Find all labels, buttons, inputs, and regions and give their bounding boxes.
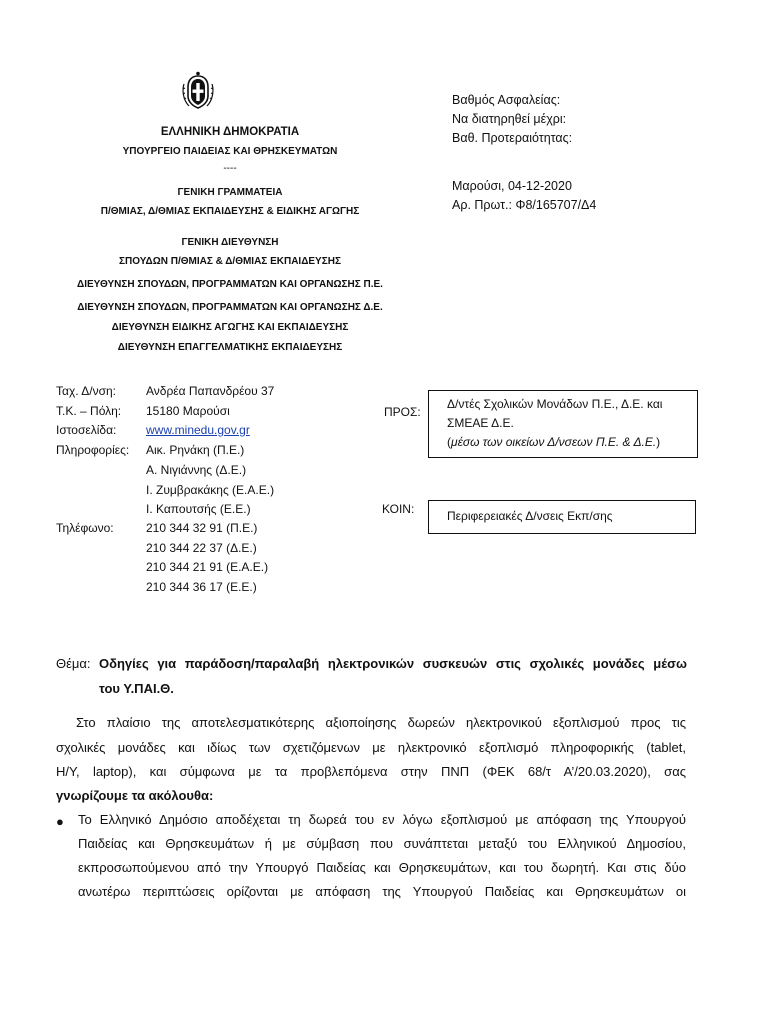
bullet-line: εκπροσωπούμενου από την Υπουργό Παιδείας και Θρησκευμάτων, και του δωρητή. Και στις δύο (78, 860, 686, 875)
info-person: Α. Νιγιάννης (Δ.Ε.) (146, 463, 247, 477)
security-level: Βαθμός Ασφαλείας: (452, 93, 561, 107)
address-value: Ανδρέα Παπανδρέου 37 (146, 384, 275, 398)
bullet-line: Παιδείας και Θρησκευμάτων ή με σύμβαση που συνάπτεται μεταξύ του Ελληνικού Δημοσίου, (78, 836, 686, 851)
body-line: σχολικές μονάδες και ιδίως των σχετιζόμενων με ηλεκτρονικό εξοπλισμό πληροφορικής (tablet, (56, 740, 686, 755)
postal-label: Τ.Κ. – Πόλη: (56, 404, 122, 418)
to-line: (μέσω των οικείων Δ/νσεων Π.Ε. & Δ.Ε.) (447, 435, 661, 449)
cc-line: Περιφερειακές Δ/νσεις Εκπ/σης (447, 509, 613, 523)
bullet-icon: ● (56, 814, 64, 829)
to-line: ΣΜΕΑΕ Δ.Ε. (447, 416, 514, 430)
info-person: Αικ. Ρηνάκη (Π.Ε.) (146, 443, 245, 457)
cc-label: ΚΟΙΝ: (382, 502, 415, 516)
directorate-line: ΔΙΕΥΘΥΝΣΗ ΕΠΑΓΓΕΛΜΑΤΙΚΗΣ ΕΚΠΑΙΔΕΥΣΗΣ (117, 342, 343, 353)
body-line: Η/Υ, laptop), και σύμφωνα με τα προβλεπόμενα στην ΠΝΠ (ΦΕΚ 68/τ Α’/20.03.2020), σας (56, 764, 686, 779)
header-separator: ---- (223, 163, 237, 174)
to-line: Δ/ντές Σχολικών Μονάδων Π.Ε., Δ.Ε. και (447, 397, 663, 411)
priority-level: Βαθ. Προτεραιότητας: (452, 131, 573, 145)
subject-line: Οδηγίες για παράδοση/παραλαβή ηλεκτρονικών συσκευών στις σχολικές μονάδες μέσω (99, 656, 687, 671)
postal-value: 15180 Μαρούσι (146, 404, 230, 418)
info-person: Ι. Ζυμβρακάκης (Ε.Α.Ε.) (146, 483, 275, 497)
general-secretariat-scope: Π/ΘΜΙΑΣ, Δ/ΘΜΙΑΣ ΕΚΠΑΙΔΕΥΣΗΣ & ΕΙΔΙΚΗΣ ΑΓΩΓΗΣ (100, 206, 360, 217)
to-label: ΠΡΟΣ: (384, 405, 421, 419)
protocol-number: Αρ. Πρωτ.: Φ8/165707/Δ4 (452, 198, 597, 212)
bullet-line: Το Ελληνικό Δημόσιο αποδέχεται τη δωρεά του εν λόγω εξοπλισμού με απόφαση της Υπουργού (78, 812, 686, 827)
phone-number: 210 344 21 91 (Ε.Α.Ε.) (146, 560, 269, 574)
body-line: γνωρίζουμε τα ακόλουθα: (56, 788, 214, 803)
ministry-name: ΥΠΟΥΡΓΕΙΟ ΠΑΙΔΕΙΑΣ ΚΑΙ ΘΡΗΣΚΕΥΜΑΤΩΝ (122, 146, 338, 157)
directorate-line: ΔΙΕΥΘΥΝΣΗ ΣΠΟΥΔΩΝ, ΠΡΟΓΡΑΜΜΑΤΩΝ ΚΑΙ ΟΡΓΑΝΩΣΗΣ Δ.Ε. (77, 302, 383, 313)
phone-number: 210 344 36 17 (Ε.Ε.) (146, 580, 257, 594)
to-recipients-box (428, 390, 698, 458)
body-line: Στο πλαίσιο της αποτελεσματικότερης αξιοποίησης δωρεών ηλεκτρονικού εξοπλισμού προς τις (76, 715, 686, 730)
general-directorate: ΓΕΝΙΚΗ ΔΙΕΥΘΥΝΣΗ (181, 237, 279, 248)
bullet-line: ανωτέρω περιπτώσεις ορίζονται με απόφαση της Υπουργού Παιδείας και Θρησκευμάτων οι (78, 884, 686, 899)
info-label: Πληροφορίες: (56, 443, 130, 457)
general-directorate-scope: ΣΠΟΥΔΩΝ Π/ΘΜΙΑΣ & Δ/ΘΜΙΑΣ ΕΚΠΑΙΔΕΥΣΗΣ (119, 256, 341, 267)
retain-until: Να διατηρηθεί μέχρι: (452, 112, 567, 126)
website-link[interactable]: www.minedu.gov.gr (146, 423, 250, 437)
website-label: Ιστοσελίδα: (56, 423, 117, 437)
address-label: Ταχ. Δ/νση: (56, 384, 117, 398)
phone-label: Τηλέφωνο: (56, 521, 114, 535)
phone-number: 210 344 32 91 (Π.Ε.) (146, 521, 258, 535)
letterhead (36, 0, 424, 360)
republic-title: ΕΛΛΗΝΙΚΗ ΔΗΜΟΚΡΑΤΙΑ (160, 126, 300, 138)
document-meta (452, 0, 752, 220)
subject-line: του Υ.ΠΑΙ.Θ. (99, 681, 174, 696)
cc-recipients-box (428, 500, 696, 534)
directorate-line: ΔΙΕΥΘΥΝΣΗ ΕΙΔΙΚΗΣ ΑΓΩΓΗΣ ΚΑΙ ΕΚΠΑΙΔΕΥΣΗΣ (111, 322, 349, 333)
info-person: Ι. Καπουτσής (Ε.Ε.) (146, 502, 251, 516)
directorate-line: ΔΙΕΥΘΥΝΣΗ ΣΠΟΥΔΩΝ, ΠΡΟΓΡΑΜΜΑΤΩΝ ΚΑΙ ΟΡΓΑΝΩΣΗΣ Π.Ε. (77, 279, 383, 290)
phone-number: 210 344 22 37 (Δ.Ε.) (146, 541, 257, 555)
subject-label: Θέμα: (56, 656, 91, 671)
general-secretariat: ΓΕΝΙΚΗ ΓΡΑΜΜΑΤΕΙΑ (177, 187, 283, 198)
place-date: Μαρούσι, 04-12-2020 (452, 179, 572, 193)
